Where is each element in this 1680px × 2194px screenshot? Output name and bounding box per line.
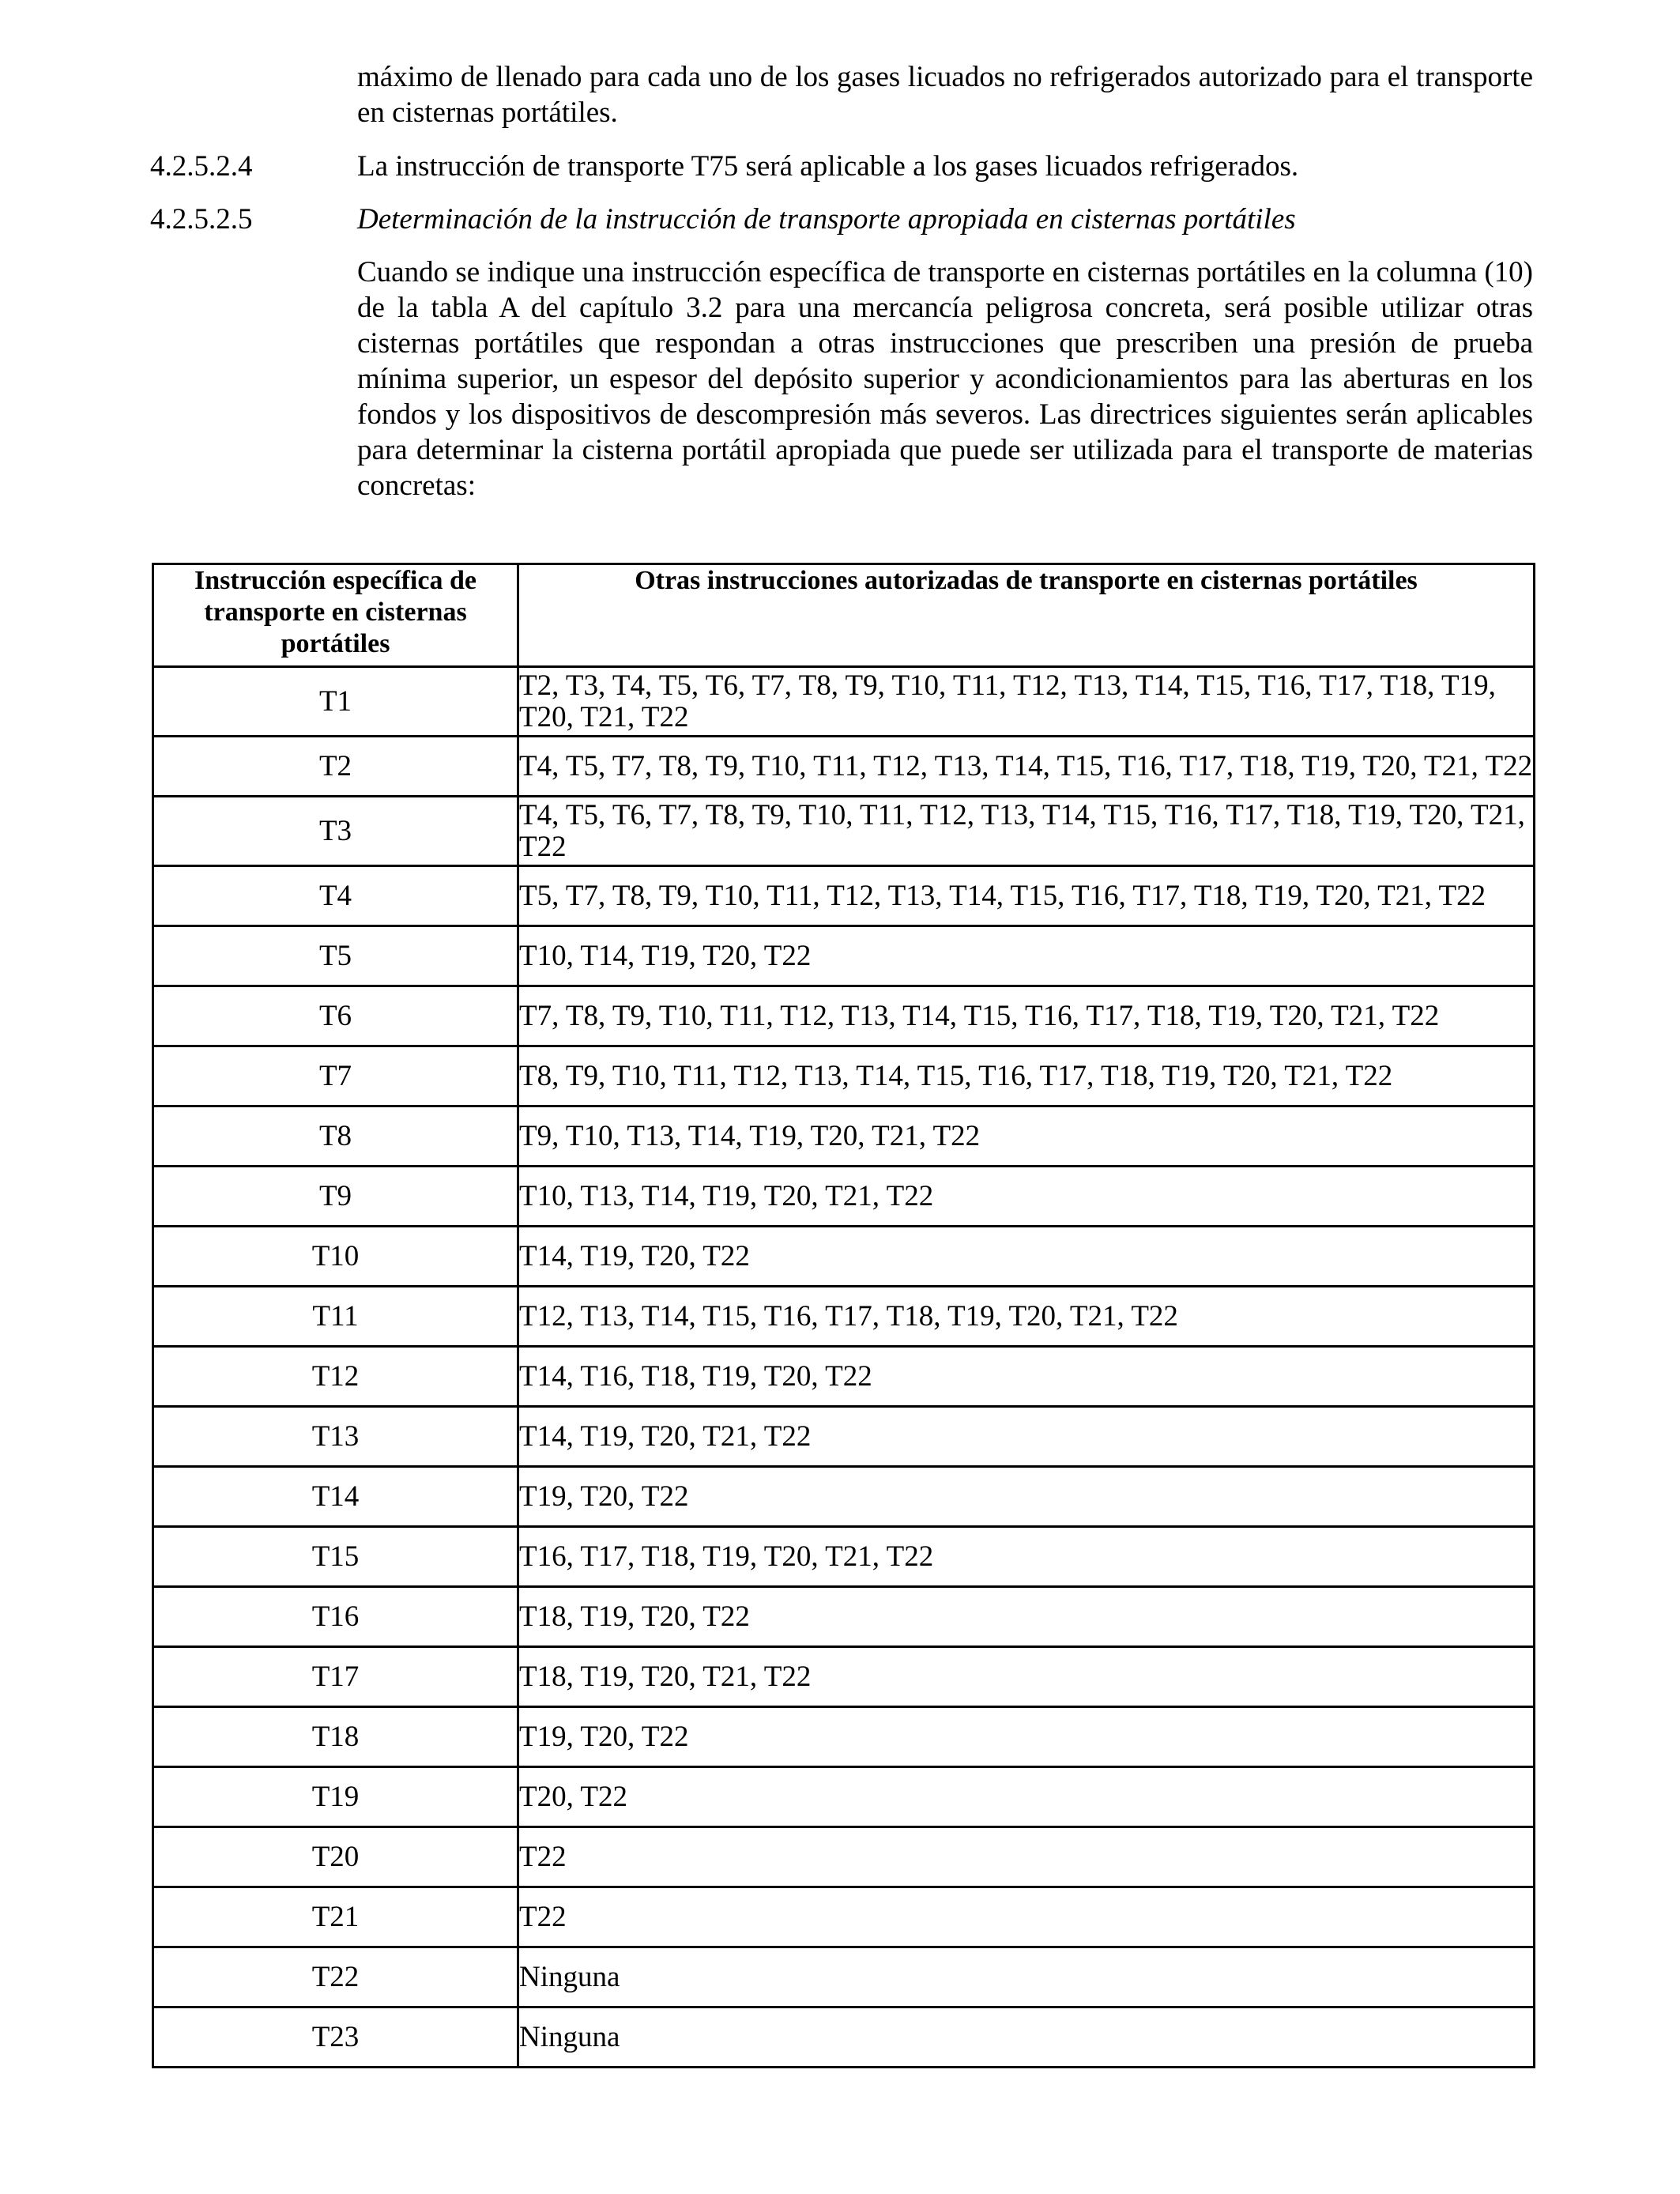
authorized-instructions-cell: T9, T10, T13, T14, T19, T20, T21, T22 — [518, 1106, 1535, 1167]
portable-tank-instructions-table — [152, 563, 1535, 2068]
authorized-instructions-cell: T8, T9, T10, T11, T12, T13, T14, T15, T16, T17, T18, T19, T20, T21, T22 — [518, 1046, 1535, 1106]
table-row — [153, 1167, 1535, 1227]
instruction-cell: T4 — [153, 866, 518, 926]
table-row — [153, 667, 1535, 737]
authorized-instructions-cell: T14, T16, T18, T19, T20, T22 — [518, 1347, 1535, 1407]
instruction-cell: T14 — [153, 1467, 518, 1527]
authorized-instructions-cell: T4, T5, T6, T7, T8, T9, T10, T11, T12, T13, T14, T15, T16, T17, T18, T19, T20, T21, T22 — [518, 797, 1535, 866]
instruction-cell: T8 — [153, 1106, 518, 1167]
instruction-cell: T9 — [153, 1167, 518, 1227]
instruction-cell: T10 — [153, 1227, 518, 1287]
instruction-cell: T5 — [153, 926, 518, 986]
table-header-other-instructions: Otras instrucciones autorizadas de transporte en cisternas portátiles — [518, 564, 1535, 667]
instruction-cell: T23 — [153, 2007, 518, 2068]
authorized-instructions-cell: T18, T19, T20, T21, T22 — [518, 1647, 1535, 1707]
table-row — [153, 986, 1535, 1046]
instruction-cell: T12 — [153, 1347, 518, 1407]
table-row — [153, 797, 1535, 866]
authorized-instructions-cell: T22 — [518, 1887, 1535, 1947]
table-row — [153, 1227, 1535, 1287]
table-row — [153, 866, 1535, 926]
authorized-instructions-cell: Ninguna — [518, 1947, 1535, 2007]
table-row — [153, 1947, 1535, 2007]
table-row — [153, 1527, 1535, 1587]
authorized-instructions-cell: T5, T7, T8, T9, T10, T11, T12, T13, T14, T15, T16, T17, T18, T19, T20, T21, T22 — [518, 866, 1535, 926]
table-row — [153, 1647, 1535, 1707]
instruction-cell: T18 — [153, 1707, 518, 1767]
table-row — [153, 1827, 1535, 1887]
table-header-row — [153, 564, 1535, 667]
instruction-cell: T17 — [153, 1647, 518, 1707]
table-row — [153, 1106, 1535, 1167]
table-header-specific-instruction: Instrucción específica de transporte en cisternas portátiles — [153, 564, 518, 667]
instruction-cell: T1 — [153, 667, 518, 737]
instruction-cell: T21 — [153, 1887, 518, 1947]
section-4-2-5-2-5-title: Determinación de la instrucción de transporte apropiada en cisternas portátiles — [357, 203, 1296, 236]
section-4-2-5-2-4-text: La instrucción de transporte T75 será aplicable a los gases licuados refrigerados. — [357, 150, 1299, 183]
instruction-cell: T6 — [153, 986, 518, 1046]
instruction-cell: T22 — [153, 1947, 518, 2007]
table-row — [153, 1587, 1535, 1647]
instruction-cell: T19 — [153, 1767, 518, 1827]
table-row — [153, 1287, 1535, 1347]
authorized-instructions-cell: Ninguna — [518, 2007, 1535, 2068]
instruction-cell: T16 — [153, 1587, 518, 1647]
instruction-cell: T15 — [153, 1527, 518, 1587]
table-row — [153, 1767, 1535, 1827]
authorized-instructions-cell: T4, T5, T7, T8, T9, T10, T11, T12, T13, T14, T15, T16, T17, T18, T19, T20, T21, T22 — [518, 737, 1535, 797]
instruction-cell: T2 — [153, 737, 518, 797]
authorized-instructions-cell: T2, T3, T4, T5, T6, T7, T8, T9, T10, T11, T12, T13, T14, T15, T16, T17, T18, T19, T20, T21, T22 — [518, 667, 1535, 737]
table-row — [153, 1407, 1535, 1467]
table-row — [153, 2007, 1535, 2068]
authorized-instructions-cell: T7, T8, T9, T10, T11, T12, T13, T14, T15, T16, T17, T18, T19, T20, T21, T22 — [518, 986, 1535, 1046]
authorized-instructions-cell: T18, T19, T20, T22 — [518, 1587, 1535, 1647]
table-row — [153, 926, 1535, 986]
authorized-instructions-cell: T10, T14, T19, T20, T22 — [518, 926, 1535, 986]
table-row — [153, 1887, 1535, 1947]
authorized-instructions-cell: T10, T13, T14, T19, T20, T21, T22 — [518, 1167, 1535, 1227]
section-number-4-2-5-2-4: 4.2.5.2.4 — [150, 150, 253, 183]
authorized-instructions-cell: T19, T20, T22 — [518, 1707, 1535, 1767]
authorized-instructions-cell: T14, T19, T20, T21, T22 — [518, 1407, 1535, 1467]
instruction-cell: T13 — [153, 1407, 518, 1467]
table-row — [153, 1046, 1535, 1106]
table-row — [153, 1347, 1535, 1407]
authorized-instructions-cell: T20, T22 — [518, 1767, 1535, 1827]
authorized-instructions-cell: T12, T13, T14, T15, T16, T17, T18, T19, T20, T21, T22 — [518, 1287, 1535, 1347]
instruction-cell: T20 — [153, 1827, 518, 1887]
authorized-instructions-cell: T14, T19, T20, T22 — [518, 1227, 1535, 1287]
authorized-instructions-cell: T16, T17, T18, T19, T20, T21, T22 — [518, 1527, 1535, 1587]
authorized-instructions-cell: T22 — [518, 1827, 1535, 1887]
authorized-instructions-cell: T19, T20, T22 — [518, 1467, 1535, 1527]
instruction-cell: T7 — [153, 1046, 518, 1106]
instruction-cell: T11 — [153, 1287, 518, 1347]
table-row — [153, 1707, 1535, 1767]
section-4-2-5-2-5-body: Cuando se indique una instrucción específica de transporte en cisternas portátiles en la columna (10) de la tabla A del capítulo 3.2 para una mercancía peligrosa concreta, será posible utilizar otras cisternas portátiles que respondan a otras instrucciones que prescriben una presión de prueba mínima superior, un espesor del depósito superior y acondicionamientos para las aberturas en los fondos y los dispositivos de descompresión más severos. Las directrices siguientes serán aplicables para determinar la cisterna portátil apropiada que puede ser utilizada para el transporte de materias concretas: — [357, 256, 1533, 502]
intro-continuation-paragraph: máximo de llenado para cada uno de los gases licuados no refrigerados autorizado para el transporte en cisternas portátiles. — [357, 61, 1533, 129]
table-row — [153, 1467, 1535, 1527]
instruction-cell: T3 — [153, 797, 518, 866]
table-row — [153, 737, 1535, 797]
section-number-4-2-5-2-5: 4.2.5.2.5 — [150, 203, 253, 236]
